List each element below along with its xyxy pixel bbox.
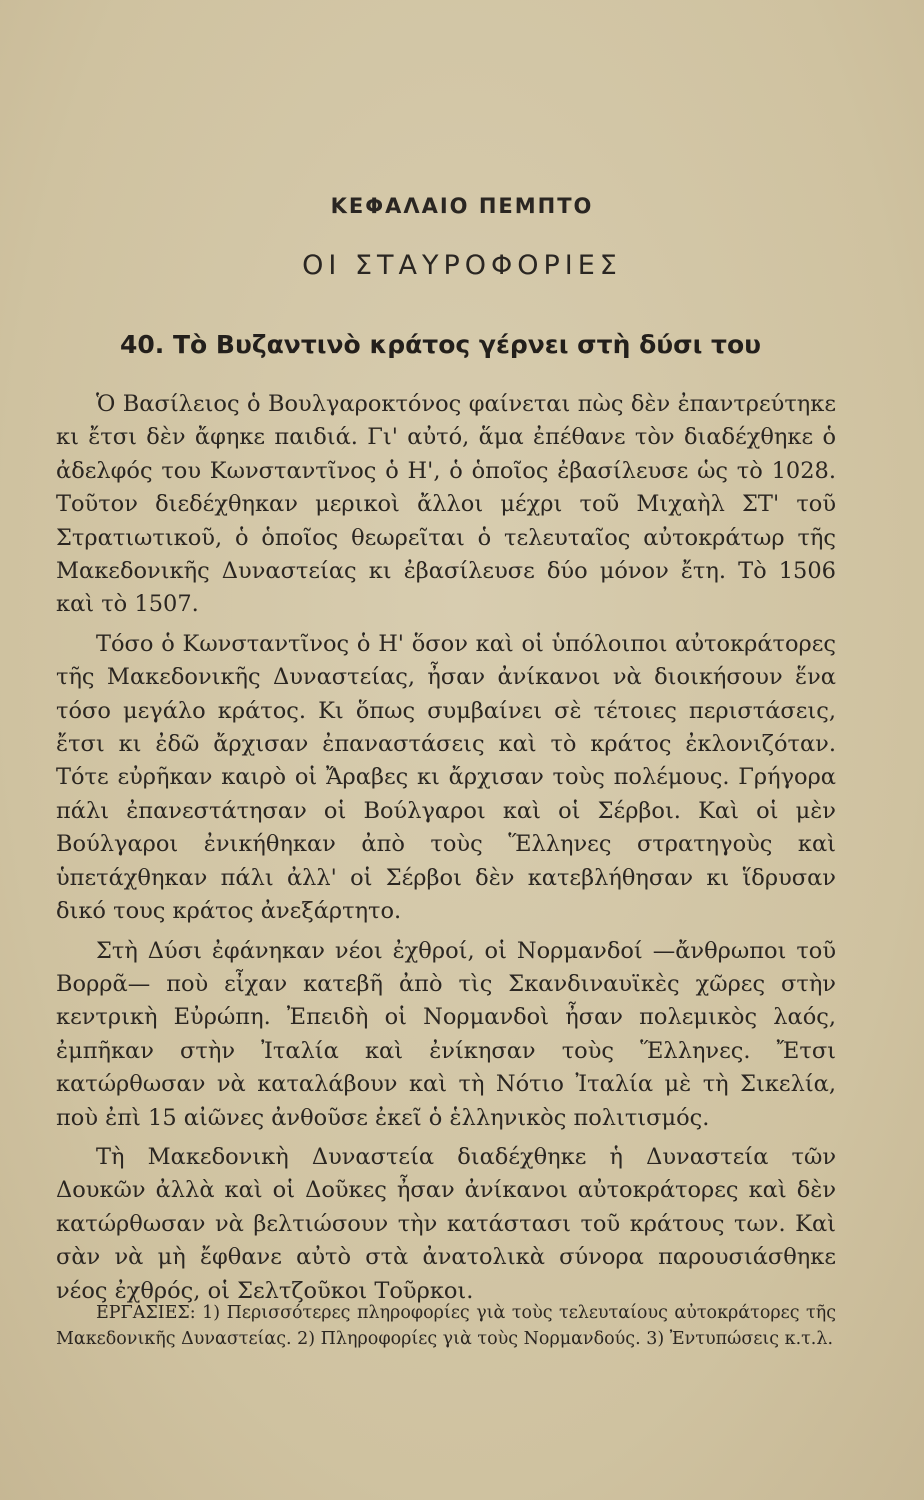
lesson-heading: 40. Τὸ Βυζαντινὸ κράτος γέρνει στὴ δύσι του	[120, 330, 762, 359]
paragraph: Στὴ Δύσι ἐφάνηκαν νέοι ἐχθροί, οἱ Νορμανδοί —ἄνθρωποι τοῦ Βορρᾶ— ποὺ εἶχαν κατεβῆ ἀπὸ τὶς Σκανδιναυϊκὲς χῶρες στὴν κεντρικὴ Εὐρώπη. Ἐπειδὴ οἱ Νορμανδοὶ ἦσαν πολεμικὸς λαός, ἐμπῆκαν στὴν Ἰταλία καὶ ἐνίκησαν τοὺς Ἕλληνες. Ἔτσι κατώρθωσαν νὰ καταλάβουν καὶ τὴ Νότιο Ἰταλία μὲ τὴ Σικελία, ποὺ ἐπὶ 15 αἰῶνες ἀνθοῦσε ἐκεῖ ὁ ἑλληνικὸς πολιτισμός.	[56, 937, 836, 1131]
section-title: ΟΙ ΣΤΑΥΡΟΦΟΡΙΕΣ	[302, 250, 622, 281]
exercises-note: ΕΡΓΑΣΙΕΣ: 1) Περισσότερες πληροφορίες γιὰ τοὺς τελευταίους αὐτοκράτορες τῆς Μακεδονικῆς Δυναστείας. 2) Πληροφορίες γιὰ τοὺς Νορμανδούς. 3) Ἐντυπώσεις κ.τ.λ.	[56, 1303, 836, 1349]
body-text	[56, 388, 836, 1308]
paragraph: Τὴ Μακεδονικὴ Δυναστεία διαδέχθηκε ἡ Δυναστεία τῶν Δουκῶν ἀλλὰ καὶ οἱ Δοῦκες ἦσαν ἀνίκανοι αὐτοκράτορες καὶ δὲν κατώρθωσαν νὰ βελτιώσουν τὴν κατάστασι τοῦ κράτους των. Καὶ σὰν νὰ μὴ ἔφθανε αὐτὸ στὰ ἀνατολικὰ σύνορα παρουσιάσθηκε νέος ἐχθρός, οἱ Σελτζοῦκοι Τοῦρκοι.	[56, 1143, 836, 1304]
paragraph: Τόσο ὁ Κωνσταντῖνος ὁ Η' ὅσον καὶ οἱ ὑπόλοιποι αὐτοκράτορες τῆς Μακεδονικῆς Δυναστείας, ἦσαν ἀνίκανοι νὰ διοικήσουν ἕνα τόσο μεγάλο κράτος. Κι ὅπως συμβαίνει σὲ τέτοιες περιστάσεις, ἔτσι κι ἐδῶ ἄρχισαν ἐπαναστάσεις καὶ τὸ κράτος ἐκλονιζόταν. Τότε εὐρῆκαν καιρὸ οἱ Ἄραβες κι ἄρχισαν τοὺς πολέμους. Γρήγορα πάλι ἐπανεστάτησαν οἱ Βούλγαροι καὶ οἱ Σέρβοι. Καὶ οἱ μὲν Βούλγαροι ἐνικήθηκαν ἀπὸ τοὺς Ἕλληνες στρατηγοὺς καὶ ὑπετάχθηκαν πάλι ἀλλ' οἱ Σέρβοι δὲν κατεβλήθησαν κι ἵδρυσαν δικό τους κράτος ἀνεξάρτητο.	[56, 630, 836, 925]
paragraph: Ὁ Βασίλειος ὁ Βουλγαροκτόνος φαίνεται πὼς δὲν ἐπαντρεύτηκε κι ἔτσι δὲν ἄφηκε παιδιά. Γι' αὐτό, ἅμα ἐπέθανε τὸν διαδέχθηκε ὁ ἀδελφός του Κωνσταντῖνος ὁ Η', ὁ ὁποῖος ἐβασίλευσε ὡς τὸ 1028. Τοῦτον διεδέχθηκαν μερικοὶ ἄλλοι μέχρι τοῦ Μιχαὴλ ΣΤ' τοῦ Στρατιωτικοῦ, ὁ ὁποῖος θεωρεῖται ὁ τελευταῖος αὐτοκράτωρ τῆς Μακεδονικῆς Δυναστείας κι ἐβασίλευσε δύο μόνον ἔτη. Τὸ 1506 καὶ τὸ 1507.	[56, 391, 836, 618]
chapter-title: ΚΕΦΑΛΑΙΟ ΠΕΜΠΤΟ	[330, 194, 594, 218]
